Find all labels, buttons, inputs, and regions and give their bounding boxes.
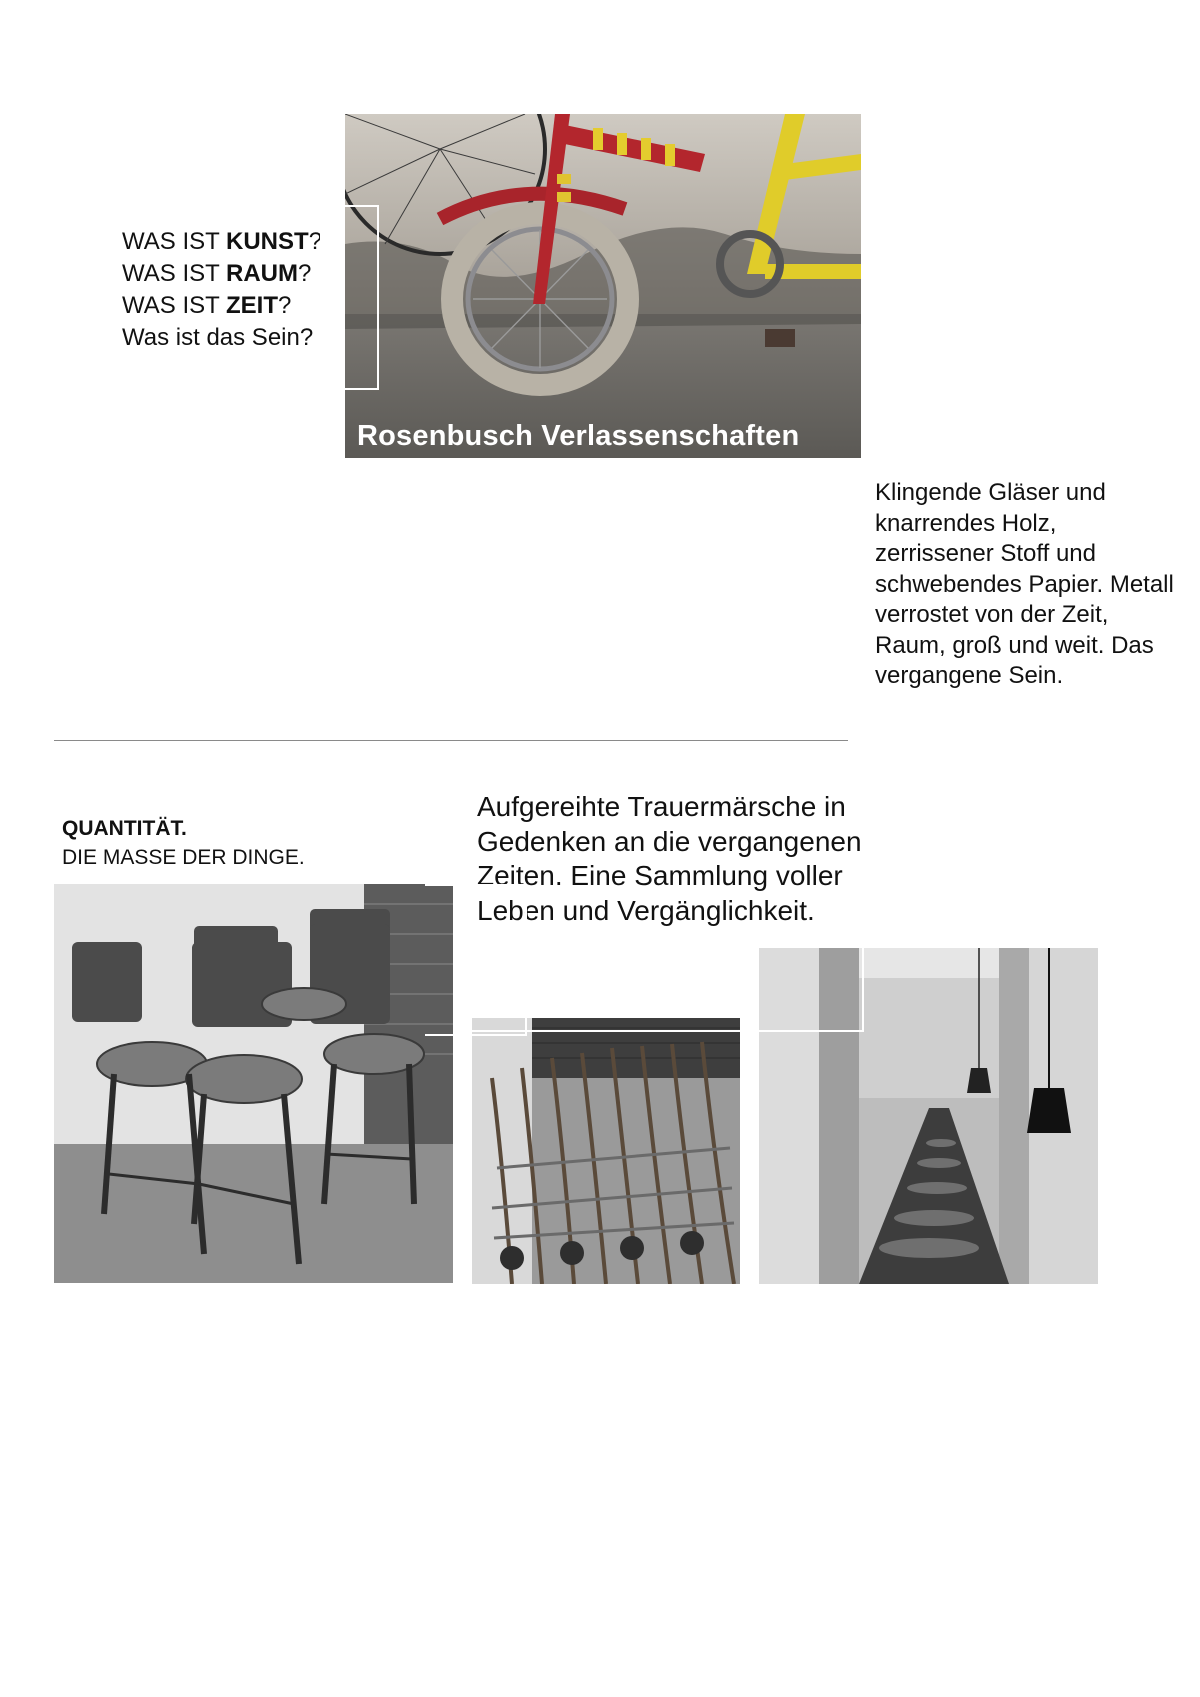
hero-frame-overlay [320,205,379,390]
quantitaet-subheading: DIE MASSE DER DINGE. [62,846,305,869]
bicycle-photo [345,114,861,458]
question-zeit: WAS IST ZEIT? [122,292,292,319]
trauer-paragraph: Aufgereihte Trauermärsche in Gedenken an die vergangenen Zeiten. Eine Sammlung voller Leben und Vergänglichkeit. [477,791,862,926]
question-kunst: WAS IST KUNST? [122,228,323,255]
handtrucks-photo [472,1018,740,1284]
hallway-frame-overlay [470,944,864,1032]
hero-caption: Rosenbusch Verlassenschaften [357,420,800,452]
questions-block [122,226,322,354]
quantitaet-heading: QUANTITÄT. [62,817,187,840]
klingende-paragraph: Klingende Gläser und knarrendes Holz, zerrissener Stoff und schwebendes Papier. Metall verrostet von der Zeit, Raum, groß und weit. Das vergangene Sein. [875,479,1174,689]
question-sein: Was ist das Sein? [122,324,314,351]
question-raum: WAS IST RAUM? [122,260,312,287]
quantitaet-block [62,814,305,872]
section-divider [54,740,848,741]
stools-photo [54,884,453,1283]
